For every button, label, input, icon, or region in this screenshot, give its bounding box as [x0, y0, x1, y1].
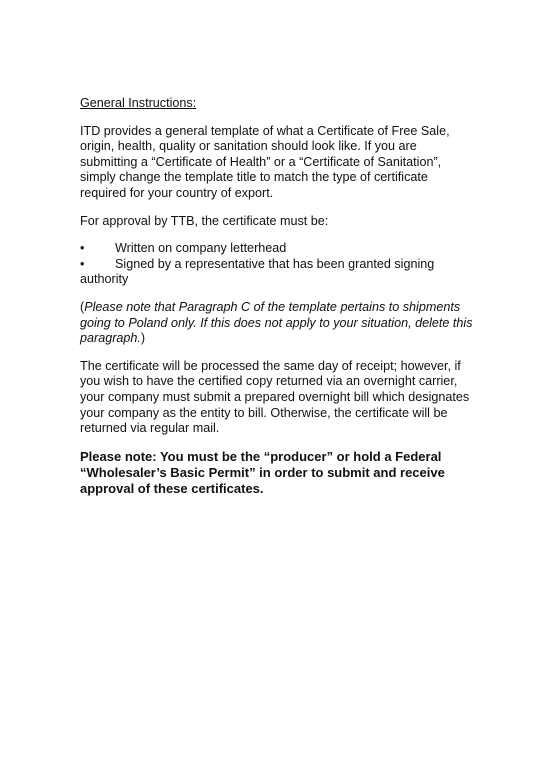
- document-body: [80, 96, 475, 509]
- section-heading: General Instructions:: [80, 96, 197, 110]
- bullet-mark: •: [80, 256, 85, 271]
- list-item-text: Signed by a representative that has been granted signing authority: [80, 256, 435, 287]
- list-item: [80, 241, 475, 257]
- processing-paragraph: The certificate will be processed the same day of receipt; however, if you wish to have the certified copy returned via an overnight carrier, your company must submit a prepared overnight bill which designates your company as the entity to bill. Otherwise, the certificate will be returned via regular mail.: [80, 358, 470, 436]
- permit-note: Please note: You must be the “producer” or hold a Federal “Wholesaler’s Basic Permit” in order to submit and receive approval of these certificates.: [80, 448, 445, 496]
- note-close-paren: ): [140, 331, 146, 346]
- poland-note: [80, 300, 475, 347]
- note-open-paren: (: [80, 299, 85, 314]
- note-italic-text: Please note that Paragraph C of the template pertains to shipments going to Poland only. If this does not apply to your situation, delete this paragraph.: [80, 299, 473, 346]
- intro-paragraph: ITD provides a general template of what a Certificate of Free Sale, origin, health, quality or sanitation should look like. If you are submitting a “Certificate of Health” or a “Certificate of Sanitation”, simply change the template title to match the type of certificate required for your country of export.: [80, 123, 450, 200]
- approval-paragraph: For approval by TTB, the certificate must be:: [80, 213, 329, 228]
- requirements-list: [80, 241, 475, 288]
- bullet-mark: •: [80, 241, 85, 256]
- list-item: [80, 257, 475, 288]
- list-item-text: Written on company letterhead: [115, 241, 287, 256]
